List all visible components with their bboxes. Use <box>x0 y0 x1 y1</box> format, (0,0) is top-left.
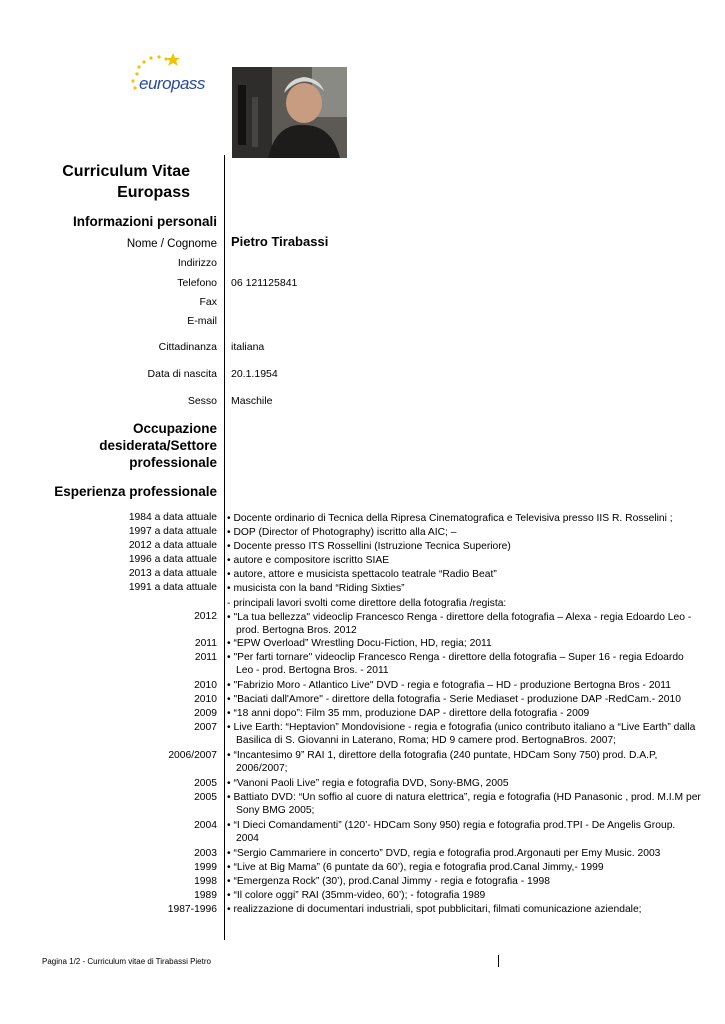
experience-entry: • Docente presso ITS Rossellini (Istruzione Tecnica Superiore) <box>227 541 511 552</box>
address-label: Indirizzo <box>177 257 217 269</box>
experience-entry: • Docente ordinario di Tecnica della Ripresa Cinematografica e Televisiva presso IIS R. Rosselini ; <box>227 513 673 524</box>
experience-entry: • “Incantesimo 9” RAI 1, direttore della fotografia (240 puntate, HDCam Sony 750) prod. D.A.P, 2006/2007; <box>227 750 658 774</box>
experience-entry: • Live Earth: “Heptavion” Mondovisione - regia e fotografia (unico contributo italiano a “Live Earth” dalla Basilica di S. Giovanni in Laterano, Roma; HD 9 camere prod. BertognaBros. 2007; <box>227 722 696 746</box>
cv-title-line2: Europass <box>117 184 190 201</box>
experience-year: 2007 <box>194 722 217 733</box>
experience-entry: • “Vanoni Paoli Live” regia e fotografia DVD, Sony-BMG, 2005 <box>227 778 509 789</box>
experience-year: 2012 a data attuale <box>128 540 217 551</box>
experience-entry: • “Sergio Cammariere in concerto” DVD, regia e fotografia prod.Argonauti per Emy Music. 2003 <box>227 848 661 859</box>
experience-entry: • autore e compositore iscritto SIAE <box>227 555 390 566</box>
experience-year: 2006/2007 <box>168 750 217 761</box>
section-personal-info: Informazioni personali <box>72 214 217 229</box>
experience-entry: • musicista con la band “Riding Sixties” <box>227 583 405 594</box>
name-label: Nome / Cognome <box>126 238 217 250</box>
experience-year: 2010 <box>194 694 217 705</box>
section-occupation-line1: Occupazione <box>132 421 217 436</box>
sex-value: Maschile <box>231 395 273 407</box>
experience-year: 1996 a data attuale <box>128 554 217 565</box>
experience-year: 1984 a data attuale <box>128 512 217 523</box>
citizenship-value: italiana <box>231 341 265 353</box>
experience-year: 1989 <box>194 890 217 901</box>
experience-entry: • “Live at Big Mama” (6 puntate da 60’), regia e fotografia prod.Canal Jimmy,- 1999 <box>227 862 604 873</box>
experience-year: 2004 <box>194 820 217 831</box>
cv-title-line1: Curriculum Vitae <box>62 163 190 180</box>
experience-year: 1987-1996 <box>167 904 217 915</box>
experience-year: 2011 <box>194 652 217 663</box>
experience-entry: • Battiato DVD: “Un soffio al cuore di natura elettrica”, regia e fotografia (HD Panasonic , prod. M.I.M per Sony BMG 2005; <box>227 792 701 816</box>
experience-year: 2005 <box>194 778 217 789</box>
experience-year: 2003 <box>194 848 217 859</box>
phone-value: 06 121125841 <box>231 277 298 289</box>
name-value: Pietro Tirabassi <box>231 234 329 249</box>
birth-date-value: 20.1.1954 <box>231 368 278 380</box>
experience-entry: • DOP (Director of Photography) iscritto alla AIC; – <box>227 527 457 538</box>
experience-entry: • “Il colore oggi” RAI (35mm-video, 60’); - fotografia 1989 <box>227 890 486 901</box>
experience-entry: • "Baciati dall'Amore" - direttore della fotografia - Serie Mediaset - produzione DAP -RedCam.- 2010 <box>227 694 681 705</box>
experience-entry: • “Emergenza Rock” (30’), prod.Canal Jimmy - regia e fotografia - 1998 <box>227 876 550 887</box>
experience-entry: • realizzazione di documentari industriali, spot pubblicitari, filmati comunicazione aziendale; <box>227 904 642 915</box>
profile-photo <box>232 67 347 158</box>
experience-entry: • autore, attore e musicista spettacolo teatrale “Radio Beat” <box>227 569 497 580</box>
experience-year: 2010 <box>194 680 217 691</box>
column-divider <box>224 155 225 940</box>
phone-label: Telefono <box>177 277 217 289</box>
fax-label: Fax <box>199 296 217 308</box>
section-occupation-line3: professionale <box>129 455 217 470</box>
experience-entry: • "Fabrizio Moro - Atlantico Live" DVD - regia e fotografia – HD - produzione Bertogna Bros - 2011 <box>227 680 671 691</box>
experience-entry: • “EPW Overload” Wrestling Docu-Fiction, HD, regia; 2011 <box>227 638 492 649</box>
experience-entry: • "La tua bellezza" videoclip Francesco Renga - direttore della fotografia – Alexa - regia Edoardo Leo - prod. Bertogna Bros. 2012 <box>227 612 692 636</box>
experience-year: 2012 <box>194 611 217 622</box>
experience-year: 2005 <box>194 792 217 803</box>
citizenship-label: Cittadinanza <box>158 341 217 353</box>
experience-year: 1999 <box>194 862 217 873</box>
footer-divider <box>498 955 499 967</box>
sex-label: Sesso <box>187 395 217 407</box>
section-experience: Esperienza professionale <box>54 484 217 499</box>
experience-year: 1998 <box>194 876 217 887</box>
email-label: E-mail <box>187 315 217 327</box>
experience-year: 1997 a data attuale <box>128 526 217 537</box>
experience-year: 1991 a data attuale <box>128 582 217 593</box>
experience-entry: • "Per farti tornare" videoclip Francesco Renga - direttore della fotografia – Super 16 - regia Edoardo Leo - prod. Bertogna Bros. - 2011 <box>227 652 684 676</box>
logo-text: europass <box>139 74 205 93</box>
experience-entry: • “18 anni dopo”: Film 35 mm, produzione DAP - direttore della fotografia - 2009 <box>227 708 590 719</box>
section-occupation-line2: desiderata/Settore <box>99 438 217 453</box>
experience-year: 2011 <box>194 638 217 649</box>
page-footer: Pagina 1/2 - Curriculum vitae di Tirabassi Pietro <box>42 957 211 966</box>
experience-entry: • “I Dieci Comandamenti” (120’- HDCam Sony 950) regia e fotografia prod.TPI - De Angelis Group. 2004 <box>227 820 676 844</box>
experience-year: 2009 <box>194 708 217 719</box>
europass-logo <box>125 52 215 100</box>
birth-date-label: Data di nascita <box>147 368 217 380</box>
experience-year: 2013 a data attuale <box>128 568 217 579</box>
experience-entry: - principali lavori svolti come direttore della fotografia /regista: <box>227 598 507 609</box>
